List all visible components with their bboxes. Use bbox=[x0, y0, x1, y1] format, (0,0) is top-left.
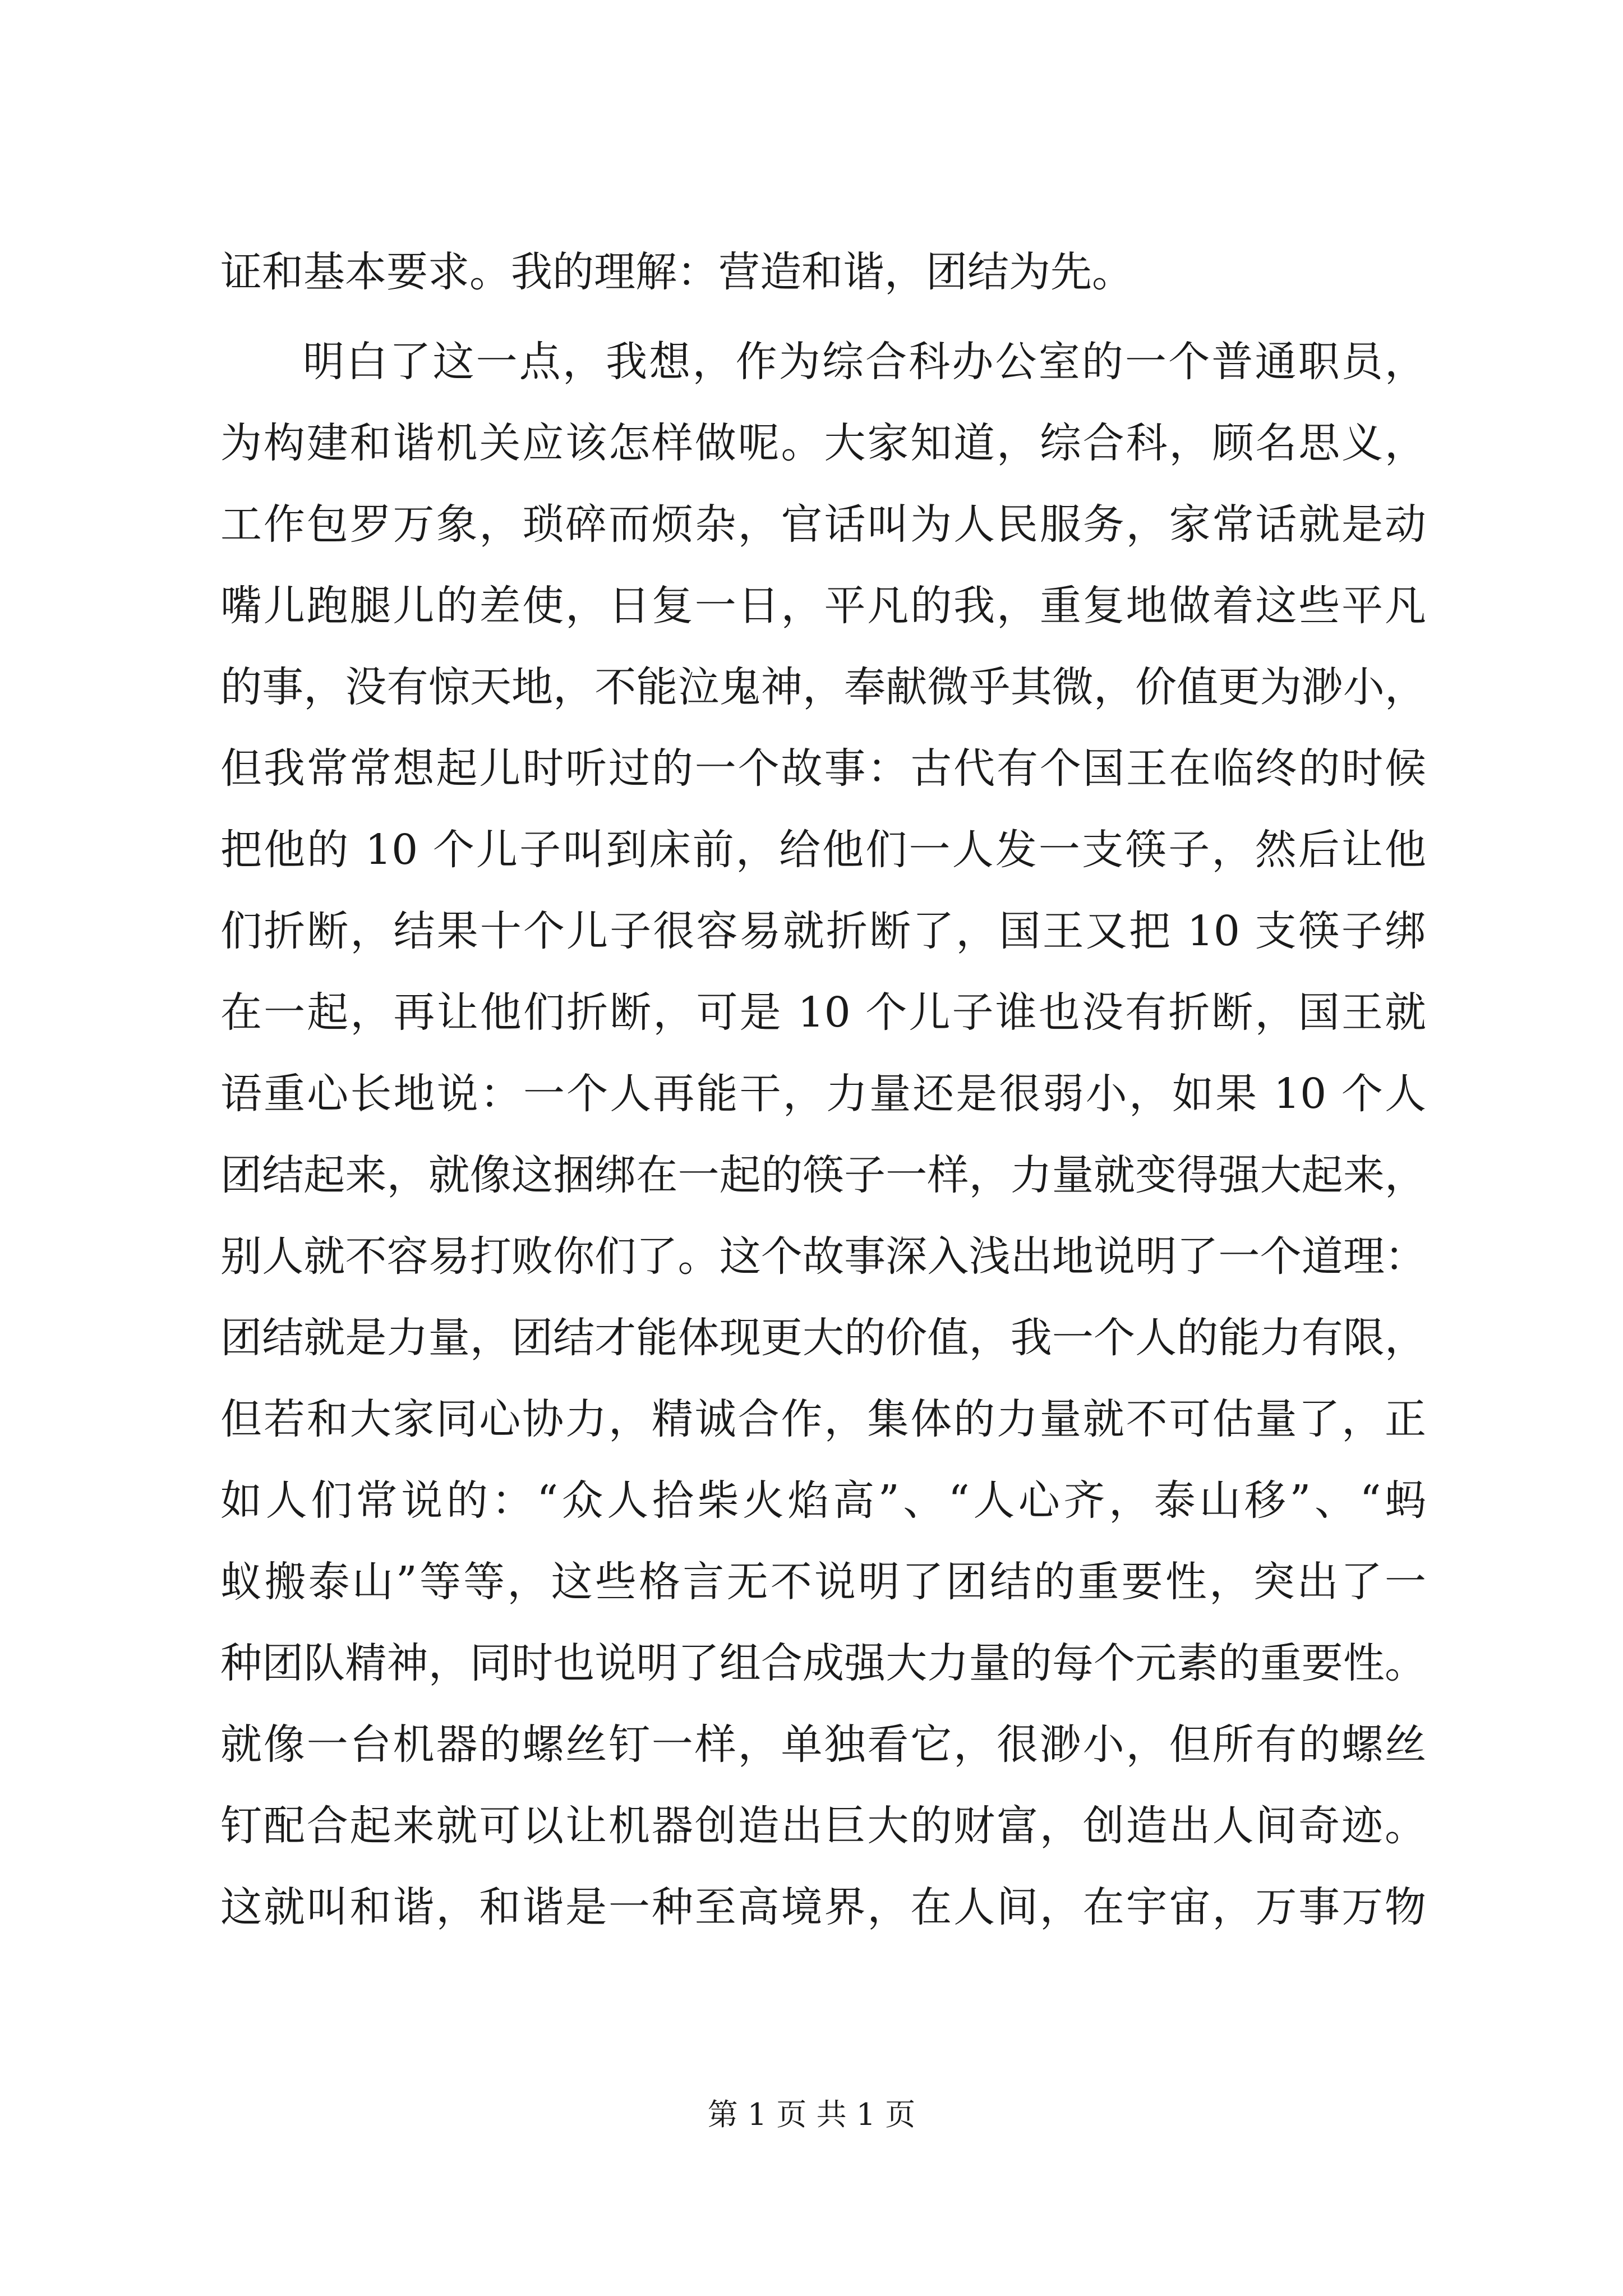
text-line-11: 语重心长地说：一个人再能干，力量还是很弱小，如果 10 个人 bbox=[220, 1070, 1426, 1118]
text-line-14: 团结就是力量，团结才能体现更大的价值，我一个人的能力有限， bbox=[220, 1314, 1426, 1362]
text-line-10: 在一起，再让他们折断，可是 10 个儿子谁也没有折断，国王就 bbox=[220, 988, 1426, 1037]
text-line-18: 种团队精神，同时也说明了组合成强大力量的每个元素的重要性。 bbox=[220, 1639, 1426, 1687]
text-line-2: 明白了这一点，我想，作为综合科办公室的一个普通职员， bbox=[303, 338, 1426, 386]
text-line-15: 但若和大家同心协力，精诚合作，集体的力量就不可估量了，正 bbox=[220, 1395, 1426, 1443]
page-footer: 第 1 页 共 1 页 bbox=[707, 2097, 916, 2132]
text-line-20: 钉配合起来就可以让机器创造出巨大的财富，创造出人间奇迹。 bbox=[220, 1802, 1426, 1850]
text-line-5: 嘴儿跑腿儿的差使，日复一日，平凡的我，重复地做着这些平凡 bbox=[220, 582, 1426, 630]
text-line-7: 但我常常想起儿时听过的一个故事：古代有个国王在临终的时候 bbox=[220, 744, 1426, 793]
text-line-4: 工作包罗万象，琐碎而烦杂，官话叫为人民服务，家常话就是动 bbox=[220, 500, 1426, 549]
text-line-13: 别人就不容易打败你们了。这个故事深入浅出地说明了一个道理： bbox=[220, 1232, 1426, 1281]
text-line-17: 蚁搬泰山”等等，这些格言无不说明了团结的重要性，突出了一 bbox=[220, 1558, 1426, 1606]
text-line-16: 如人们常说的：“众人拾柴火焰高”、“人心齐，泰山移”、“蚂 bbox=[220, 1476, 1426, 1525]
text-line-9: 们折断，结果十个儿子很容易就折断了，国王又把 10 支筷子绑 bbox=[220, 907, 1426, 955]
text-line-21: 这就叫和谐，和谐是一种至高境界，在人间，在宇宙，万事万物 bbox=[220, 1883, 1426, 1931]
text-line-19: 就像一台机器的螺丝钉一样，单独看它，很渺小，但所有的螺丝 bbox=[220, 1720, 1426, 1769]
text-line-12: 团结起来，就像这捆绑在一起的筷子一样，力量就变得强大起来， bbox=[220, 1151, 1426, 1199]
text-line-8: 把他的 10 个儿子叫到床前，给他们一人发一支筷子，然后让他 bbox=[220, 826, 1426, 874]
text-line-3: 为构建和谐机关应该怎样做呢。大家知道，综合科，顾名思义， bbox=[220, 419, 1426, 467]
text-line-1: 证和基本要求。我的理解：营造和谐，团结为先。 bbox=[220, 248, 1133, 296]
text-line-6: 的事，没有惊天地，不能泣鬼神，奉献微乎其微，价值更为渺小， bbox=[220, 663, 1426, 711]
